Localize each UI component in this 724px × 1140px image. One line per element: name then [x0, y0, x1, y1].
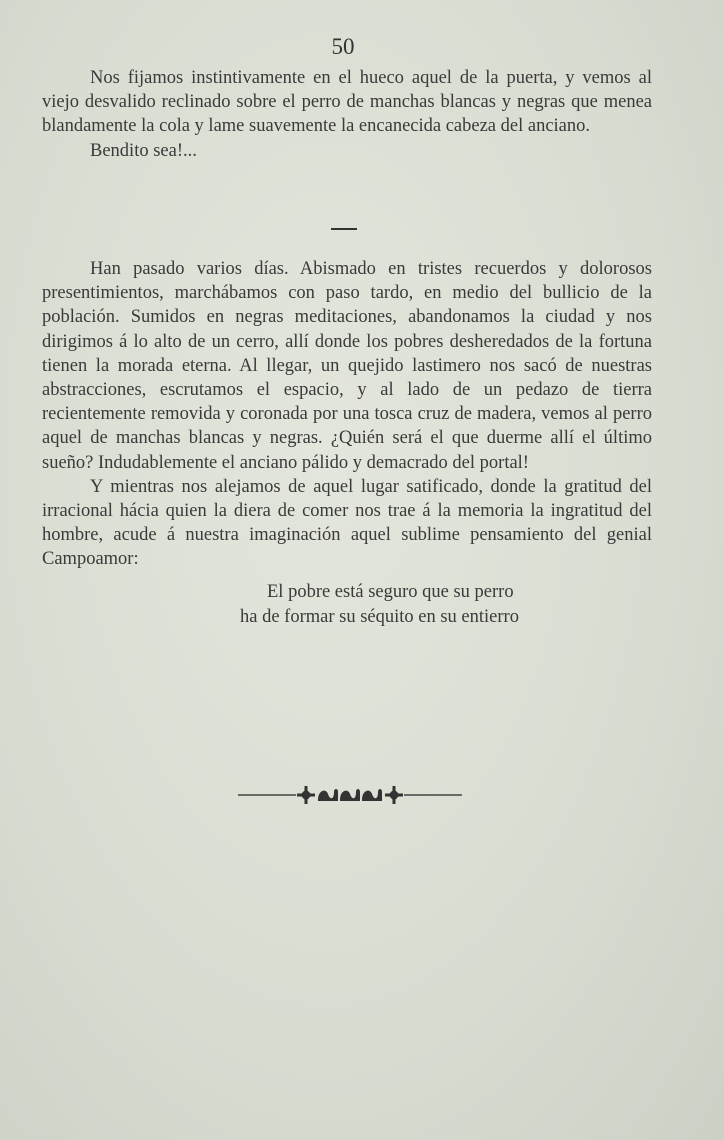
ornament-divider — [238, 784, 462, 806]
paragraph: Y mientras nos alejamos de aquel lugar satificado, donde la gratitud del irracional hácia quien la diera de comer nos trae á la memoria la ingratitud del hombre, acude á nuestra imaginación aquel sublime pensamiento del genial Campoamor: — [42, 476, 652, 570]
text-block-top — [42, 66, 652, 163]
page-number: 50 — [331, 34, 355, 59]
section-divider — [331, 228, 357, 230]
verse-quote — [42, 580, 652, 631]
paragraph: Han pasado varios días. Abismado en tristes recuerdos y dolorosos presentimientos, marchábamos con paso tardo, en medio del bullicio de la población. Sumidos en negras meditaciones, abandonamos la ciudad y nos dirigimos á lo alto de un cerro, allí donde los pobres desheredados de la fortuna tienen la morada eterna. Al llegar, un quejido lastimero nos sacó de nuestras abstracciones, escrutamos el espacio, y al lado de un pedazo de tierra recientemente removida y coronada por una tosca cruz de madera, vemos al perro aquel de manchas blancas y negras. ¿Quién será el que duerme allí el último sueño? Indudablemente el anciano pálido y demacrado del portal! — [42, 259, 652, 473]
verse-line: ha de formar su séquito en su entierro — [240, 607, 519, 628]
verse-line: El pobre está seguro que su perro — [267, 581, 514, 602]
text-block-main — [42, 257, 652, 631]
exclamation-line: Bendito sea!... — [90, 140, 197, 161]
paragraph: Nos fijamos instintivamente en el hueco aquel de la puerta, y vemos al viejo desvalido reclinado sobre el perro de manchas blancas y negras que menea blandamente la cola y lame suavemente la encanecida cabeza del anciano. — [42, 68, 652, 137]
